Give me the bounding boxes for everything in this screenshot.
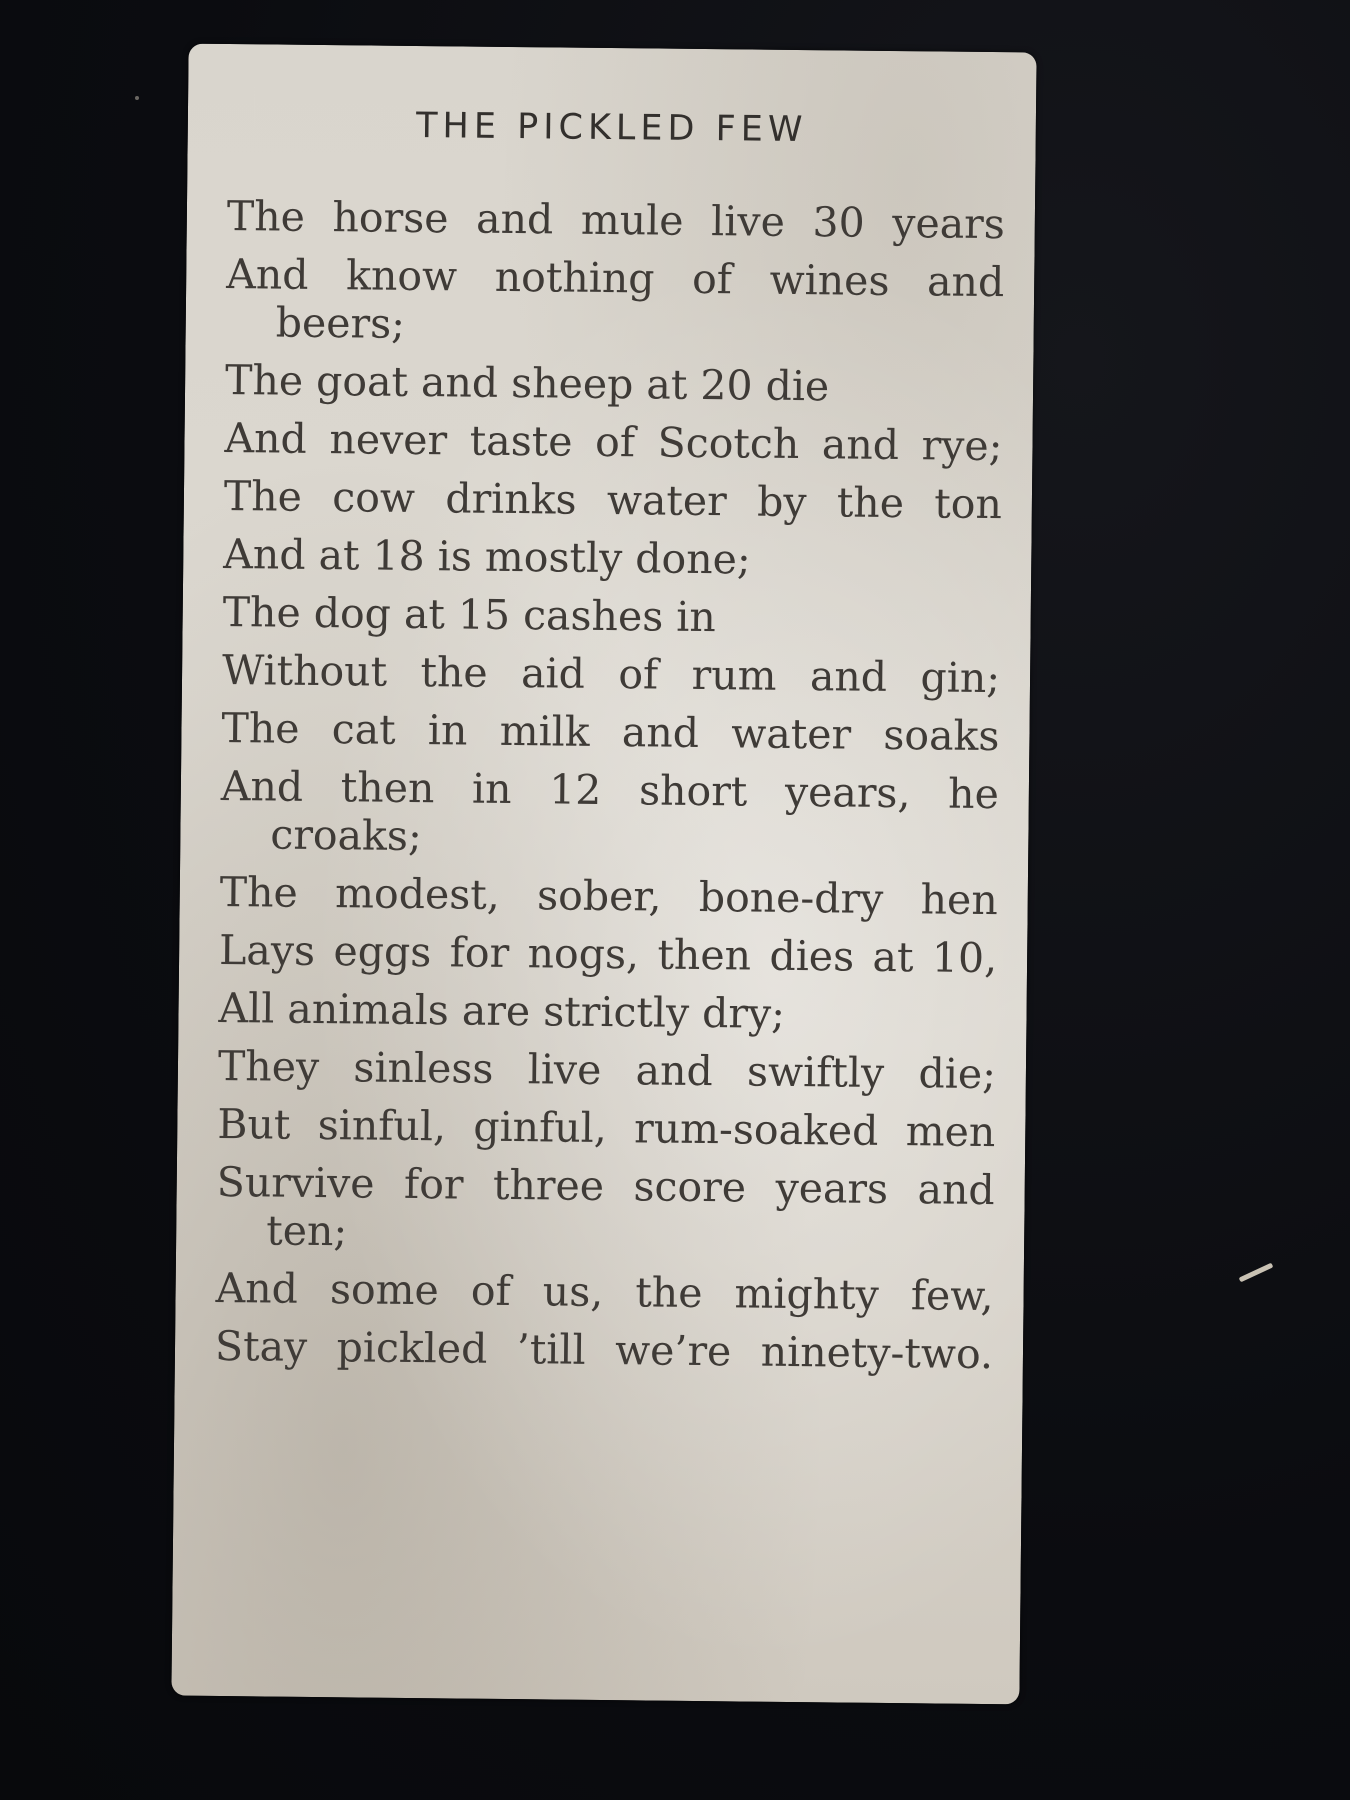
poem-card [171,44,1036,1705]
poem-line: And never taste of Scotch and rye; [224,414,1003,471]
poem-line: The horse and mule live 30 years [226,192,1006,249]
poem-line: The cat in milk and water soaks [221,703,1000,761]
lint-speck [1239,1263,1274,1283]
poem-line: The dog at 15 cashes in [222,587,717,642]
poem-line: Stay pickled ’till we’re ninety-two. [214,1321,994,1379]
poem-line: Survive for three score years and ten; [216,1157,995,1256]
poem-line: And know nothing of wines and beers; [226,250,1005,348]
poem-line: The cow drinks water by the ton [223,472,1003,529]
poem-line: All animals are strictly dry; [218,983,786,1038]
poem-line: And then in 12 short years, he croaks; [220,761,1000,861]
poem-line: Without the aid of rum and gin; [221,645,1001,703]
poem-line: But sinful, ginful, rum-soaked men [217,1099,996,1157]
poem-line: They sinless live and swiftly die; [217,1041,997,1099]
poem-line: And some of us, the mighty few, [215,1263,994,1321]
poem-line: And at 18 is mostly done; [223,529,751,584]
poem-line: Lays eggs for nogs, then dies at 10, [218,925,998,983]
poem-body [215,192,1005,1388]
dust-speck [135,96,139,100]
poem-line: The modest, sober, bone-dry hen [219,867,998,925]
poem-title: THE PICKLED FEW [415,105,808,151]
poem-line: The goat and sheep at 20 die [224,356,830,411]
